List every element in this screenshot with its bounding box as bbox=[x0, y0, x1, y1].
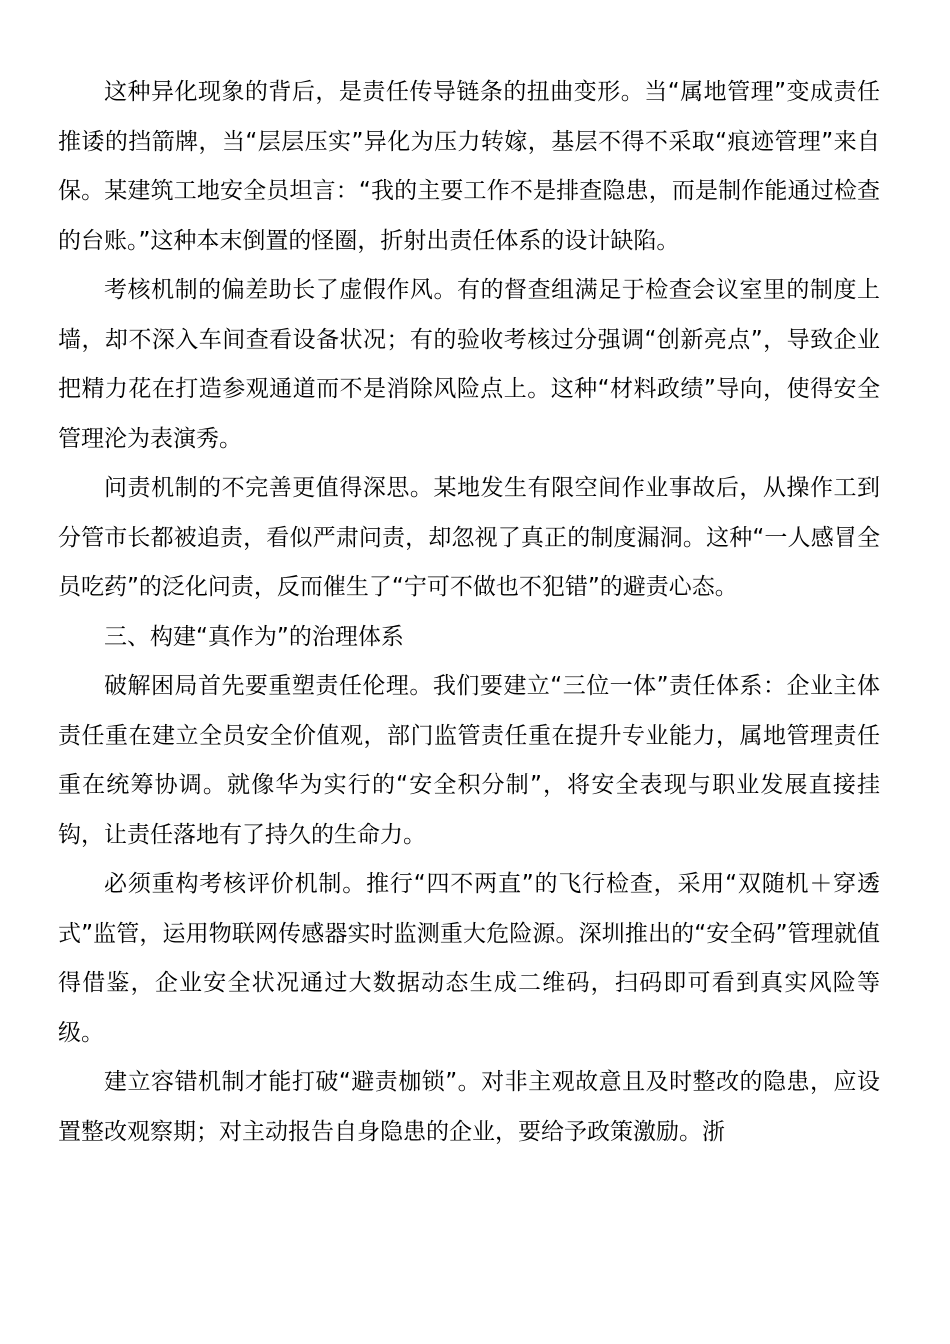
body-paragraph: 破解困局首先要重塑责任伦理。我们要建立“三位一体”责任体系：企业主体责任重在建立全员安全价值观，部门监管责任重在提升专业能力，属地管理责任重在统筹协调。就像华为实行的“安全积分制”，将安全表现与职业发展直接挂钩，让责任落地有了持久的生命力。 bbox=[58, 673, 880, 848]
body-paragraph: 必须重构考核评价机制。推行“四不两直”的飞行检查，采用“双随机＋穿透式”监管，运用物联网传感器实时监测重大危险源。深圳推出的“安全码”管理就值得借鉴，企业安全状况通过大数据动态生成二维码，扫码即可看到真实风险等级。 bbox=[58, 871, 880, 1046]
body-paragraph: 建立容错机制才能打破“避责枷锁”。对非主观故意且及时整改的隐患，应设置整改观察期；对主动报告自身隐患的企业，要给予政策激励。浙 bbox=[58, 1069, 880, 1145]
body-paragraph: 这种异化现象的背后，是责任传导链条的扭曲变形。当“属地管理”变成责任推诿的挡箭牌，当“层层压实”异化为压力转嫁，基层不得不采取“痕迹管理”来自保。某建筑工地安全员坦言：“我的主要工作不是排查隐患，而是制作能通过检查的台账。”这种本末倒置的怪圈，折射出责任体系的设计缺陷。 bbox=[58, 79, 880, 254]
body-paragraph: 考核机制的偏差助长了虚假作风。有的督查组满足于检查会议室里的制度上墙，却不深入车间查看设备状况；有的验收考核过分强调“创新亮点”，导致企业把精力花在打造参观通道而不是消除风险点上。这种“材料政绩”导向，使得安全管理沦为表演秀。 bbox=[58, 277, 880, 452]
body-paragraph: 问责机制的不完善更值得深思。某地发生有限空间作业事故后，从操作工到分管市长都被追责，看似严肃问责，却忽视了真正的制度漏洞。这种“一人感冒全员吃药”的泛化问责，反而催生了“宁可不做也不犯错”的避责心态。 bbox=[58, 475, 880, 600]
section-heading: 三、构建“真作为”的治理体系 bbox=[104, 623, 404, 650]
document-page bbox=[58, 68, 880, 1157]
